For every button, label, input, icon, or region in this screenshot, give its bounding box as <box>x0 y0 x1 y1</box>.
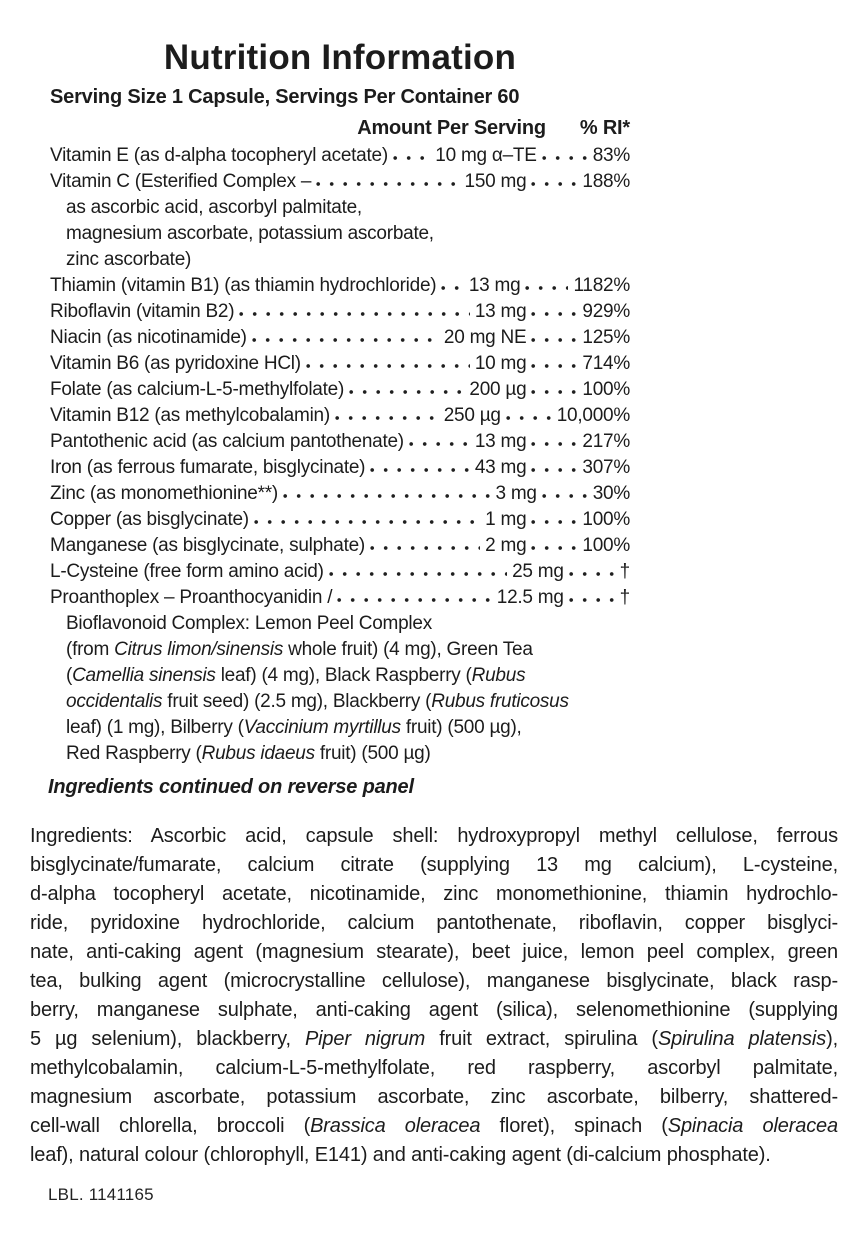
text-segment: fruit) (500 µg), <box>400 717 522 739</box>
nutrient-amount: 200 µg <box>469 379 527 401</box>
page-title: Nutrition Information <box>163 38 517 77</box>
dot-leader <box>252 337 439 343</box>
text-segment: floret), spinach ( <box>480 1115 668 1138</box>
nutrient-row <box>50 351 630 377</box>
text-segment: cell-wall chlorella, broccoli ( <box>30 1115 311 1138</box>
text-segment: Red Raspberry ( <box>66 743 202 765</box>
nutrient-amount: 10 mg α–TE <box>435 145 537 167</box>
nutrient-row <box>50 559 630 585</box>
latin-name-text: Piper nigrum <box>304 1028 426 1051</box>
text-segment: ( <box>66 665 73 687</box>
ingredients-line <box>30 1083 838 1112</box>
dot-leader <box>349 389 464 395</box>
text-segment: magnesium ascorbate, potassium ascorbate, zinc ascorbate, bilberry, shattered- <box>30 1086 838 1109</box>
dot-leader <box>531 467 577 473</box>
nutrient-amount: 20 mg NE <box>443 327 527 349</box>
text-segment: Ingredients: Ascorbic acid, capsule shell: hydroxypropyl methyl cellulose, ferrous <box>30 825 838 848</box>
nutrient-row <box>50 585 630 611</box>
nutrient-percent-ri: 1182% <box>573 275 630 297</box>
dot-leader <box>283 493 491 499</box>
nutrient-label: L-Cysteine (free form amino acid) <box>50 561 324 583</box>
nutrient-row <box>50 273 630 299</box>
nutrient-label: Proanthoplex – Proanthocyanidin / <box>50 587 333 609</box>
nutrient-label: Zinc (as monomethionine**) <box>50 483 278 505</box>
latin-name-text: Rubus <box>471 665 526 687</box>
nutrient-row <box>50 299 630 325</box>
text-segment: d-alpha tocopheryl acetate, nicotinamide, zinc monomethionine, thiamin hydrochlo- <box>30 883 838 906</box>
dot-leader <box>441 285 463 291</box>
text-segment: leaf), natural colour (chlorophyll, E141) and anti-caking agent (di-calcium phosphate). <box>30 1144 771 1167</box>
nutrient-label: Iron (as ferrous fumarate, bisglycinate) <box>50 457 366 479</box>
nutrient-amount: 43 mg <box>474 457 527 479</box>
text-segment: fruit seed) (2.5 mg), Blackberry ( <box>162 691 432 713</box>
dot-leader <box>316 181 459 187</box>
latin-name-text: Spirulina platensis <box>657 1028 827 1051</box>
nutrient-continuation-line <box>50 247 630 273</box>
nutrient-amount: 1 mg <box>485 509 527 531</box>
text-segment: methylcobalamin, calcium-L-5-methylfolate, red raspberry, ascorbyl palmitate, <box>30 1057 838 1080</box>
text-segment: leaf) (1 mg), Bilberry ( <box>66 717 244 739</box>
nutrient-percent-ri: 10,000% <box>556 405 630 427</box>
text-segment: leaf) (4 mg), Black Raspberry ( <box>215 665 472 687</box>
nutrient-amount: 150 mg <box>464 171 527 193</box>
ingredients-line <box>30 1054 838 1083</box>
nutrient-label: Vitamin B12 (as methylcobalamin) <box>50 405 330 427</box>
nutrient-percent-ri: 83% <box>592 145 630 167</box>
ingredients-line <box>30 909 838 938</box>
ingredients-line <box>30 967 838 996</box>
dot-leader <box>531 181 577 187</box>
nutrient-continuation-line <box>50 663 630 689</box>
dot-leader <box>531 389 577 395</box>
nutrition-panel <box>50 38 630 799</box>
nutrient-continuation-line <box>50 611 630 637</box>
nutrient-label: Niacin (as nicotinamide) <box>50 327 247 349</box>
nutrient-percent-ri: 217% <box>582 431 630 453</box>
nutrient-row <box>50 507 630 533</box>
nutrient-percent-ri: 307% <box>582 457 630 479</box>
nutrient-rows <box>50 143 630 767</box>
dot-leader <box>370 467 470 473</box>
nutrient-row <box>50 325 630 351</box>
ingredients-line <box>30 1141 838 1170</box>
nutrient-percent-ri: 100% <box>582 379 630 401</box>
dot-leader <box>393 155 430 161</box>
nutrient-continuation-line <box>50 195 630 221</box>
percent-ri-header: % RI* <box>579 117 630 140</box>
amount-per-serving-header: Amount Per Serving <box>357 117 546 140</box>
dot-leader <box>542 493 588 499</box>
ingredients-line <box>30 851 838 880</box>
nutrient-row <box>50 455 630 481</box>
nutrient-amount: 13 mg <box>468 275 521 297</box>
ingredients-line <box>30 822 838 851</box>
nutrient-continuation-line <box>50 741 630 767</box>
serving-info: Serving Size 1 Capsule, Servings Per Container 60 <box>50 86 520 109</box>
nutrient-label: Vitamin B6 (as pyridoxine HCl) <box>50 353 301 375</box>
text-segment: ride, pyridoxine hydrochloride, calcium pantothenate, riboflavin, copper bisglyci- <box>30 912 838 935</box>
nutrient-percent-ri: 125% <box>582 327 630 349</box>
latin-name-text: Citrus limon/sinensis <box>114 639 284 661</box>
nutrient-row <box>50 143 630 169</box>
text-segment: as ascorbic acid, ascorbyl palmitate, <box>66 197 362 219</box>
nutrient-amount: 250 µg <box>443 405 501 427</box>
nutrient-label: Copper (as bisglycinate) <box>50 509 249 531</box>
latin-name-text: Camellia sinensis <box>72 665 216 687</box>
nutrient-label: Vitamin C (Esterified Complex – <box>50 171 312 193</box>
latin-name-text: occidentalis <box>66 691 163 713</box>
nutrient-amount: 3 mg <box>495 483 537 505</box>
text-segment: bisglycinate/fumarate, calcium citrate (supplying 13 mg calcium), L-cysteine, <box>30 854 838 877</box>
dot-leader <box>254 519 480 525</box>
nutrient-row <box>50 377 630 403</box>
text-segment: 5 µg selenium), blackberry, <box>30 1028 305 1051</box>
dot-leader <box>531 363 577 369</box>
dot-leader <box>531 519 577 525</box>
latin-name-text: Brassica oleracea <box>310 1115 481 1138</box>
ingredients-line <box>30 1025 838 1054</box>
nutrient-continuation-line <box>50 637 630 663</box>
text-segment: fruit) (500 µg) <box>314 743 431 765</box>
dot-leader <box>506 415 552 421</box>
latin-name-text: Rubus idaeus <box>201 743 315 765</box>
dot-leader <box>531 545 577 551</box>
text-segment: magnesium ascorbate, potassium ascorbate, <box>66 223 434 245</box>
text-segment: tea, bulking agent (microcrystalline cellulose), manganese bisglycinate, black rasp- <box>30 970 838 993</box>
column-headers <box>50 115 630 141</box>
nutrient-row <box>50 533 630 559</box>
nutrient-amount: 25 mg <box>512 561 564 583</box>
ingredients-line <box>30 996 838 1025</box>
text-segment: nate, anti-caking agent (magnesium stearate), beet juice, lemon peel complex, green <box>30 941 838 964</box>
dot-leader <box>335 415 439 421</box>
ingredients-paragraph <box>30 822 838 1170</box>
ingredients-continued-note: Ingredients continued on reverse panel <box>48 776 414 799</box>
nutrient-percent-ri: 714% <box>582 353 630 375</box>
dot-leader <box>531 441 577 447</box>
nutrient-label: Pantothenic acid (as calcium pantothenate) <box>50 431 404 453</box>
dot-leader <box>370 545 480 551</box>
nutrient-percent-ri: † <box>619 561 630 583</box>
nutrient-amount: 13 mg <box>474 301 527 323</box>
dot-leader <box>329 571 507 577</box>
nutrient-percent-ri: 188% <box>582 171 630 193</box>
ingredients-line <box>30 880 838 909</box>
nutrient-row <box>50 169 630 195</box>
nutrient-amount: 12.5 mg <box>496 587 564 609</box>
text-segment: (from <box>66 639 115 661</box>
text-segment: Bioflavonoid Complex: Lemon Peel Complex <box>66 613 432 635</box>
ingredients-line <box>30 938 838 967</box>
text-segment: zinc ascorbate) <box>66 249 192 271</box>
dot-leader <box>525 285 568 291</box>
dot-leader <box>569 571 615 577</box>
lbl-number: LBL. 1141165 <box>48 1185 154 1205</box>
text-segment: whole fruit) (4 mg), Green Tea <box>283 639 533 661</box>
text-segment: berry, manganese sulphate, anti-caking agent (silica), selenomethionine (supplying <box>30 999 838 1022</box>
dot-leader <box>569 597 615 603</box>
dot-leader <box>531 311 577 317</box>
nutrient-continuation-line <box>50 221 630 247</box>
nutrient-row <box>50 403 630 429</box>
dot-leader <box>306 363 470 369</box>
nutrient-label: Vitamin E (as d-alpha tocopheryl acetate) <box>50 145 388 167</box>
latin-name-text: Spinacia oleracea <box>667 1115 838 1138</box>
latin-name-text: Vaccinium myrtillus <box>243 717 401 739</box>
nutrient-label: Thiamin (vitamin B1) (as thiamin hydrochloride) <box>50 275 437 297</box>
nutrient-continuation-line <box>50 715 630 741</box>
nutrient-continuation-line <box>50 689 630 715</box>
nutrient-label: Riboflavin (vitamin B2) <box>50 301 235 323</box>
text-segment: fruit extract, spirulina ( <box>425 1028 658 1051</box>
dot-leader <box>337 597 492 603</box>
nutrient-percent-ri: † <box>619 587 630 609</box>
nutrient-amount: 10 mg <box>474 353 527 375</box>
nutrient-amount: 2 mg <box>485 535 527 557</box>
nutrient-percent-ri: 30% <box>592 483 630 505</box>
nutrient-percent-ri: 100% <box>582 509 630 531</box>
dot-leader <box>542 155 588 161</box>
nutrient-row <box>50 429 630 455</box>
latin-name-text: Rubus fruticosus <box>431 691 569 713</box>
nutrient-amount: 13 mg <box>474 431 527 453</box>
dot-leader <box>239 311 470 317</box>
text-segment: ), <box>826 1028 838 1051</box>
nutrient-label: Folate (as calcium-L-5-methylfolate) <box>50 379 345 401</box>
ingredients-line <box>30 1112 838 1141</box>
nutrient-row <box>50 481 630 507</box>
nutrient-percent-ri: 100% <box>582 535 630 557</box>
dot-leader <box>409 441 470 447</box>
nutrient-label: Manganese (as bisglycinate, sulphate) <box>50 535 365 557</box>
nutrient-percent-ri: 929% <box>582 301 630 323</box>
dot-leader <box>531 337 577 343</box>
